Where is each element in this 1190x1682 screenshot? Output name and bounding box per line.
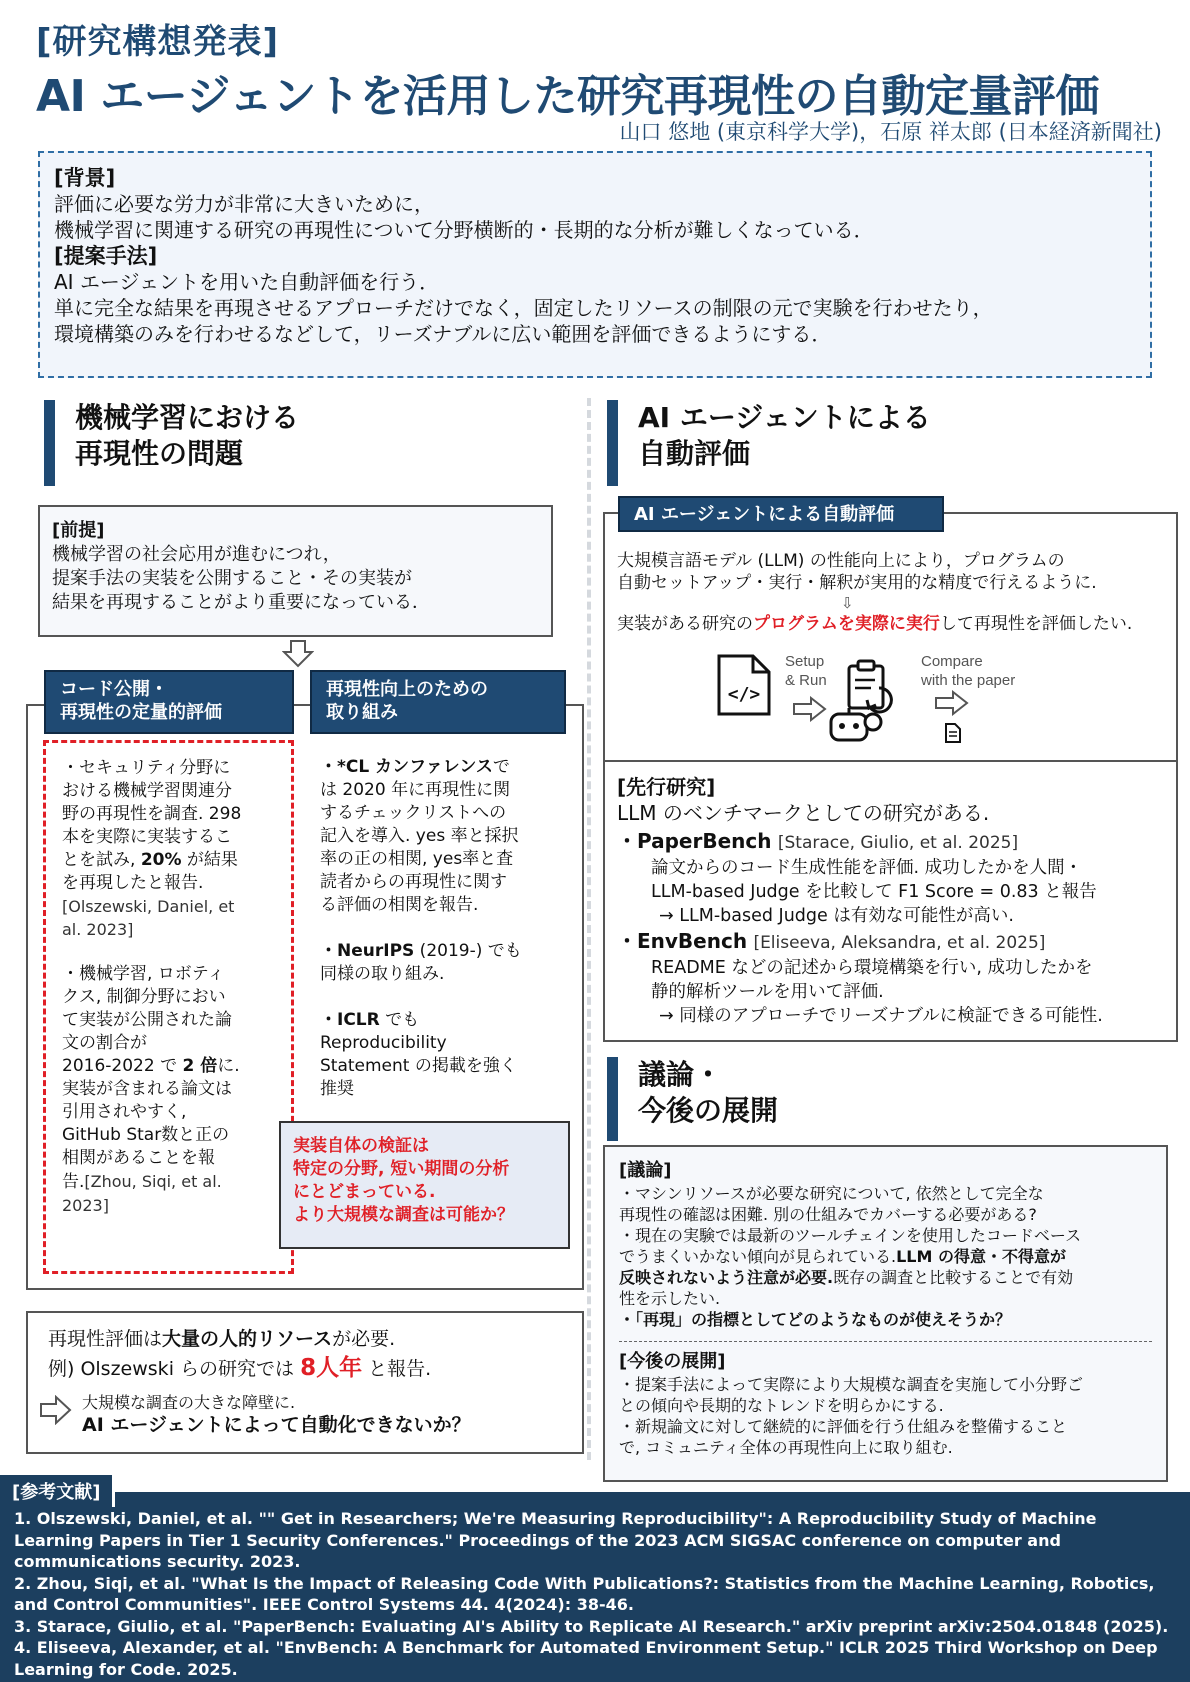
text-line: に. bbox=[217, 1056, 240, 1076]
text-line: 引用されやすく, bbox=[62, 1102, 187, 1122]
text-line: が結果 bbox=[186, 850, 238, 870]
text-line: 読者からの再現性に関す bbox=[320, 872, 507, 892]
discussion-heading: [議論] bbox=[619, 1160, 672, 1181]
text-line: Reproducibility bbox=[320, 1033, 447, 1053]
text-line: ・提案手法によって実際により大規模な調査を実施して小分野ご bbox=[619, 1375, 1084, 1394]
text-line: を再現したと報告. bbox=[62, 873, 204, 893]
text-line: で bbox=[492, 757, 510, 777]
label-line: with the paper bbox=[921, 672, 1016, 689]
col-a-paragraph-1 bbox=[62, 757, 291, 941]
text-line: Statement の掲載を強く bbox=[320, 1056, 517, 1076]
text-line: するチェックリストへの bbox=[320, 803, 507, 823]
down-arrow-icon bbox=[282, 640, 314, 668]
text-line: 本を実際に実装するこ bbox=[62, 827, 232, 847]
text-line: 大規模言語モデル (LLM) の性能向上により，プログラムの bbox=[617, 551, 1065, 571]
text-line: と報告. bbox=[368, 1358, 432, 1380]
text-line: 推奨 bbox=[320, 1079, 354, 1099]
text-line: 告. bbox=[62, 1172, 85, 1192]
text-line: 相関があることを報 bbox=[62, 1148, 215, 1168]
bold-text: ・*CL カンファレンス bbox=[320, 757, 493, 777]
arrow-right-icon bbox=[935, 690, 969, 716]
tab-line: 再現性の定量的評価 bbox=[60, 702, 222, 723]
code-file-icon bbox=[715, 652, 775, 718]
discussion-box bbox=[603, 1145, 1168, 1482]
arrow-right-icon bbox=[793, 696, 827, 722]
auto-eval-goal bbox=[617, 613, 1132, 635]
document-icon bbox=[943, 722, 963, 744]
red-bold-text: プログラムを実際に実行 bbox=[753, 614, 940, 634]
references-section bbox=[0, 1492, 1190, 1682]
text-line: 論文からのコード生成性能を評価. 成功したかを人間・ bbox=[651, 858, 1083, 878]
tab-line: 再現性向上のための bbox=[326, 679, 488, 700]
bold-text: LLM の得意・不得意が bbox=[896, 1247, 1066, 1266]
text-line: GitHub Star数と正の bbox=[62, 1125, 230, 1145]
setup-run-label bbox=[785, 652, 827, 690]
label-line: & Run bbox=[785, 672, 827, 689]
discussion-heading-line: 今後の展開 bbox=[638, 1094, 779, 1127]
discussion-section-heading bbox=[607, 1057, 778, 1141]
bold-text: ・「再現」の指標としてどのようなものが使えそうか？ bbox=[619, 1310, 1012, 1329]
discussion-heading-line: 議論・ bbox=[638, 1058, 723, 1091]
premise-heading: [前提] bbox=[52, 520, 105, 541]
text-line: 率の正の相関, yes率と査 bbox=[320, 849, 514, 869]
background-line: 機械学習に関連する研究の再現性について分野横断的・長期的な分析が難しくなっている． bbox=[54, 218, 874, 242]
tab-code-release bbox=[44, 670, 294, 734]
method-line: 単に完全な結果を再現させるアプローチだけでなく，固定したリソースの制限の元で実験を行わせたり， bbox=[54, 296, 993, 320]
text-line: でうまくいかない傾向が見られている. bbox=[619, 1247, 897, 1266]
tab-auto-eval: AI エージェントによる自動評価 bbox=[618, 496, 944, 532]
label-line: Compare bbox=[921, 653, 983, 670]
text-line: 既存の調査と比較することで有効 bbox=[833, 1268, 1074, 1287]
resource-box bbox=[26, 1311, 584, 1454]
text-line: 再現性の確認は困難. 別の仕組みでカバーする必要がある? bbox=[619, 1205, 1037, 1224]
text-line: README などの記述から環境構築を行い, 成功したかを bbox=[651, 958, 1093, 978]
text-line: 文の割合が bbox=[62, 1033, 147, 1053]
prior-intro: LLM のベンチマークとしての研究がある. bbox=[617, 801, 990, 825]
paperbench-detail bbox=[617, 856, 1164, 928]
bold-text: 20% bbox=[140, 850, 182, 870]
citation: [Starace, Giulio, et al. 2025] bbox=[777, 833, 1019, 853]
text-line: が必要. bbox=[332, 1328, 396, 1350]
text-line: 記入を導入. yes 率と採択 bbox=[320, 826, 519, 846]
citation: [Olszewski, Daniel, et bbox=[62, 897, 235, 916]
right-heading-line: 自動評価 bbox=[638, 437, 751, 470]
text-line: 実装が含まれる論文は bbox=[62, 1079, 232, 1099]
col-b-text bbox=[320, 756, 570, 1101]
right-section-heading bbox=[607, 400, 931, 486]
text-line: でも bbox=[379, 1010, 420, 1030]
method-heading: [提案手法] bbox=[54, 244, 158, 268]
col-a-paragraph-2 bbox=[62, 963, 291, 1217]
method-line: AI エージェントを用いた自動評価を行う． bbox=[54, 270, 440, 294]
tab-line: 取り組み bbox=[326, 702, 398, 723]
text-line: 大規模な調査の大きな障壁に. bbox=[82, 1393, 296, 1412]
poster-authors: 山口 悠地 (東京科学大学)，石原 祥太郎 (日本経済新聞社) bbox=[619, 120, 1162, 144]
callout-line: 実装自体の検証は bbox=[293, 1136, 429, 1156]
envbench-detail bbox=[617, 956, 1164, 1028]
text-line: 例) Olszewski らの研究では bbox=[48, 1358, 295, 1380]
left-heading-line: 再現性の問題 bbox=[75, 437, 244, 470]
callout-line: 特定の分野, 短い期間の分析 bbox=[293, 1159, 510, 1179]
reference-item: 4. Eliseeva, Alexander, et al. "EnvBench: A Benchmark for Automated Environment Setup." ICLR 2025 Third Workshop on Deep Learning for Code. 2025. bbox=[14, 1638, 1158, 1679]
bold-text: 反映されないよう注意が必要. bbox=[619, 1268, 834, 1287]
bold-text: 2 倍 bbox=[182, 1056, 218, 1076]
col-a-highlight-box bbox=[43, 740, 294, 1274]
premise-line: 結果を再現することがより重要になっている． bbox=[52, 592, 430, 613]
bold-text: AI エージェントによって自動化できないか？ bbox=[82, 1414, 471, 1436]
bold-text: ・NeurIPS bbox=[320, 941, 415, 961]
text-line: 同様の取り組み. bbox=[320, 964, 445, 984]
text-line: おける機械学習関連分 bbox=[62, 781, 232, 801]
text-line: る評価の相関を報告. bbox=[320, 895, 479, 915]
prior-research-box bbox=[603, 760, 1178, 1042]
label-line: Setup bbox=[785, 653, 825, 670]
text-line: LLM-based Judge を比較して F1 Score = 0.83 と報告 bbox=[651, 882, 1097, 902]
citation: [Eliseeva, Aleksandra, et al. 2025] bbox=[753, 933, 1046, 953]
text-line: とを試み, bbox=[62, 850, 136, 870]
text-line: は 2020 年に再現性に関 bbox=[320, 780, 511, 800]
reference-item: 3. Starace, Giulio, et al. "PaperBench: Evaluating AI's Ability to Replicate AI Research." arXiv preprint arXiv:2504.01848 (2025). bbox=[14, 1616, 1169, 1636]
prior-heading: [先行研究] bbox=[617, 775, 716, 799]
text-line: ・マシンリソースが必要な研究について, 依然として完全な bbox=[619, 1184, 1044, 1203]
text-line: ・新規論文に対して継続的に評価を行う仕組みを整備すること bbox=[619, 1417, 1068, 1436]
text-line: 静的解析ツールを用いて評価. bbox=[651, 982, 884, 1002]
right-heading-line: AI エージェントによる bbox=[638, 401, 931, 434]
reference-item: 2. Zhou, Siqi, et al. "What Is the Impact of Releasing Code With Publications?: Statistics from the Machine Learning, Robotics, and Control Communities". IEEE Control Systems 44. 4(2024): 38-46. bbox=[14, 1573, 1155, 1614]
text-line: ・機械学習, ロボティ bbox=[62, 964, 225, 984]
right-arrow-icon bbox=[40, 1395, 72, 1425]
text-line: 再現性評価は bbox=[48, 1328, 163, 1350]
callout-line: より大規模な調査は可能か？ bbox=[293, 1205, 514, 1225]
text-line: 2016-2022 で bbox=[62, 1056, 178, 1076]
tab-line: コード公開・ bbox=[60, 679, 168, 700]
background-heading: [背景] bbox=[54, 166, 116, 190]
references-tag: [参考文献] bbox=[0, 1472, 115, 1507]
text-line: との傾向や長期的なトレンドを明らかにする. bbox=[619, 1396, 944, 1415]
text-line: して再現性を評価したい. bbox=[939, 614, 1133, 634]
text-line: → 同様のアプローチでリーズナブルに検証できる可能性. bbox=[659, 1006, 1103, 1026]
svg-text:</>: </> bbox=[727, 684, 761, 705]
premise-line: 提案手法の実装を公開すること・その実装が bbox=[52, 568, 412, 589]
summary-box bbox=[38, 151, 1152, 378]
premise-box bbox=[38, 505, 553, 637]
bold-text: ・ICLR bbox=[320, 1010, 380, 1030]
text-line: クス, 制御分野におい bbox=[62, 987, 226, 1007]
text-line: → LLM-based Judge は有効な可能性が高い. bbox=[659, 906, 1014, 926]
column-divider bbox=[587, 398, 591, 1460]
poster-tag: [研究構想発表] bbox=[36, 22, 280, 62]
reference-item: 1. Olszewski, Daniel, et al. "" Get in Researchers; We're Measuring Reproducibility": A Reproducibility Study of Machine Learning Papers in Tier 1 Security Conferences." Proceedings of the 2023 ACM SIGSAC conference on computer and communications security. 2023. bbox=[14, 1509, 1097, 1571]
paperbench-name: ・PaperBench bbox=[617, 829, 772, 853]
text-line: で, コミュニティ全体の再現性向上に取り組む. bbox=[619, 1438, 953, 1457]
citation: 2023] bbox=[62, 1196, 109, 1215]
citation: [Zhou, Siqi, et al. bbox=[84, 1172, 222, 1191]
auto-eval-intro bbox=[617, 550, 1097, 594]
small-down-arrow-icon: ⇩ bbox=[841, 594, 854, 612]
poster-title: AI エージェントを活用した研究再現性の自動定量評価 bbox=[36, 71, 1099, 122]
left-section-heading bbox=[44, 400, 299, 486]
text-line: 自動セットアップ・実行・解釈が実用的な精度で行えるように. bbox=[617, 573, 1097, 593]
person-years-highlight: 8人年 bbox=[300, 1355, 363, 1381]
auto-eval-box bbox=[603, 512, 1178, 762]
bold-text: 大量の人的リソース bbox=[162, 1328, 333, 1350]
text-line: (2019-) でも bbox=[414, 941, 522, 961]
tab-reproducibility-efforts bbox=[310, 670, 566, 734]
future-heading: [今後の展開] bbox=[619, 1351, 726, 1372]
agent-clipboard-icon bbox=[827, 658, 901, 746]
envbench-name: ・EnvBench bbox=[617, 929, 748, 953]
text-line: ・セキュリティ分野に bbox=[62, 758, 231, 778]
premise-line: 機械学習の社会応用が進むにつれ， bbox=[52, 544, 341, 565]
background-line: 評価に必要な労力が非常に大きいために， bbox=[54, 192, 434, 216]
citation: al. 2023] bbox=[62, 920, 134, 939]
callout-box bbox=[279, 1121, 570, 1249]
text-line: ・現在の実験では最新のツールチェインを使用したコードベース bbox=[619, 1226, 1082, 1245]
left-heading-line: 機械学習における bbox=[75, 401, 300, 434]
text-line: 野の再現性を調査. 298 bbox=[62, 804, 242, 824]
compare-label bbox=[921, 652, 1015, 690]
method-line: 環境構築のみを行わせるなどして，リーズナブルに広い範囲を評価できるようにする． bbox=[54, 322, 832, 346]
callout-line: にとどまっている. bbox=[293, 1182, 436, 1202]
text-line: て実装が公開された論 bbox=[62, 1010, 232, 1030]
text-line: 性を示したい. bbox=[619, 1289, 721, 1308]
dashed-separator bbox=[619, 1341, 1152, 1342]
text-line: 実装がある研究の bbox=[617, 614, 753, 634]
